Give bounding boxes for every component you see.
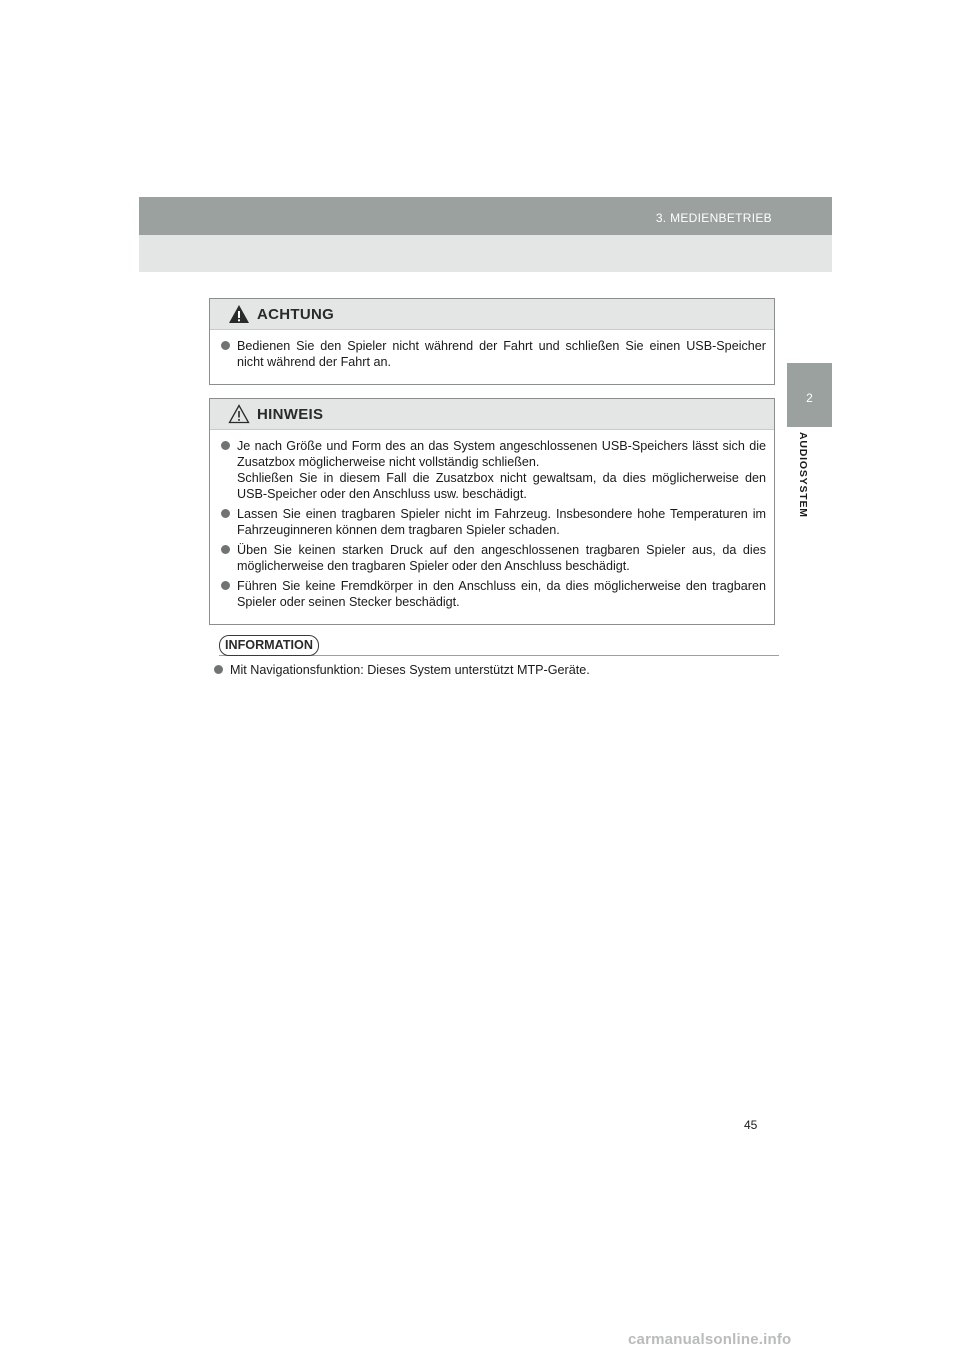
hinweis-item: Üben Sie keinen starken Druck auf den angeschlossenen tragbaren Spieler aus, da dies möglicherweise den tragbaren Spieler oder den Anschluss beschädigt. [218, 542, 766, 574]
achtung-item: Bedienen Sie den Spieler nicht während der Fahrt und schließen Sie einen USB-Speicher nicht während der Fahrt an. [218, 338, 766, 370]
section-title: 3. MEDIENBETRIEB [655, 211, 772, 225]
information-body [211, 662, 771, 682]
page-number: 45 [744, 1118, 758, 1132]
information-item: Mit Navigationsfunktion: Dieses System unterstützt MTP-Geräte. [211, 662, 771, 678]
header-bar [139, 197, 832, 235]
achtung-title-row [210, 299, 774, 330]
footer-watermark: carmanualsonline.info [628, 1331, 792, 1348]
bullet-icon [221, 581, 230, 590]
header-subbar [139, 235, 832, 272]
achtung-box [209, 298, 775, 385]
warning-triangle-icon [228, 304, 250, 324]
achtung-title: ACHTUNG [257, 306, 335, 323]
bullet-icon [221, 341, 230, 350]
hinweis-item: Lassen Sie einen tragbaren Spieler nicht im Fahrzeug. Insbesondere hohe Temperaturen im Fahrzeuginneren können dem tragbaren Spieler schaden. [218, 506, 766, 538]
chapter-label: AUDIOSYSTEM [797, 432, 809, 518]
bullet-icon [221, 545, 230, 554]
chapter-number: 2 [806, 391, 813, 405]
bullet-icon [221, 441, 230, 450]
bullet-icon [221, 509, 230, 518]
hinweis-item: Führen Sie keine Fremdkörper in den Anschluss ein, da dies möglicherweise den tragbaren Spieler oder seinen Stecker beschädigt. [218, 578, 766, 610]
chapter-tab [787, 363, 832, 427]
caution-triangle-icon [228, 404, 250, 424]
hinweis-title: HINWEIS [257, 406, 324, 423]
information-label: INFORMATION [219, 635, 319, 656]
bullet-icon [214, 665, 223, 674]
hinweis-title-row [210, 399, 774, 430]
hinweis-box [209, 398, 775, 625]
hinweis-item: Je nach Größe und Form des an das System angeschlossenen USB-Speichers lässt sich die Zusatzbox möglicherweise nicht vollständig schließen. Schließen Sie in diesem Fall die Zusatzbox nicht gewaltsam, da dies möglicherweise den USB-Speicher oder den Anschluss usw. beschädigt. [218, 438, 766, 502]
